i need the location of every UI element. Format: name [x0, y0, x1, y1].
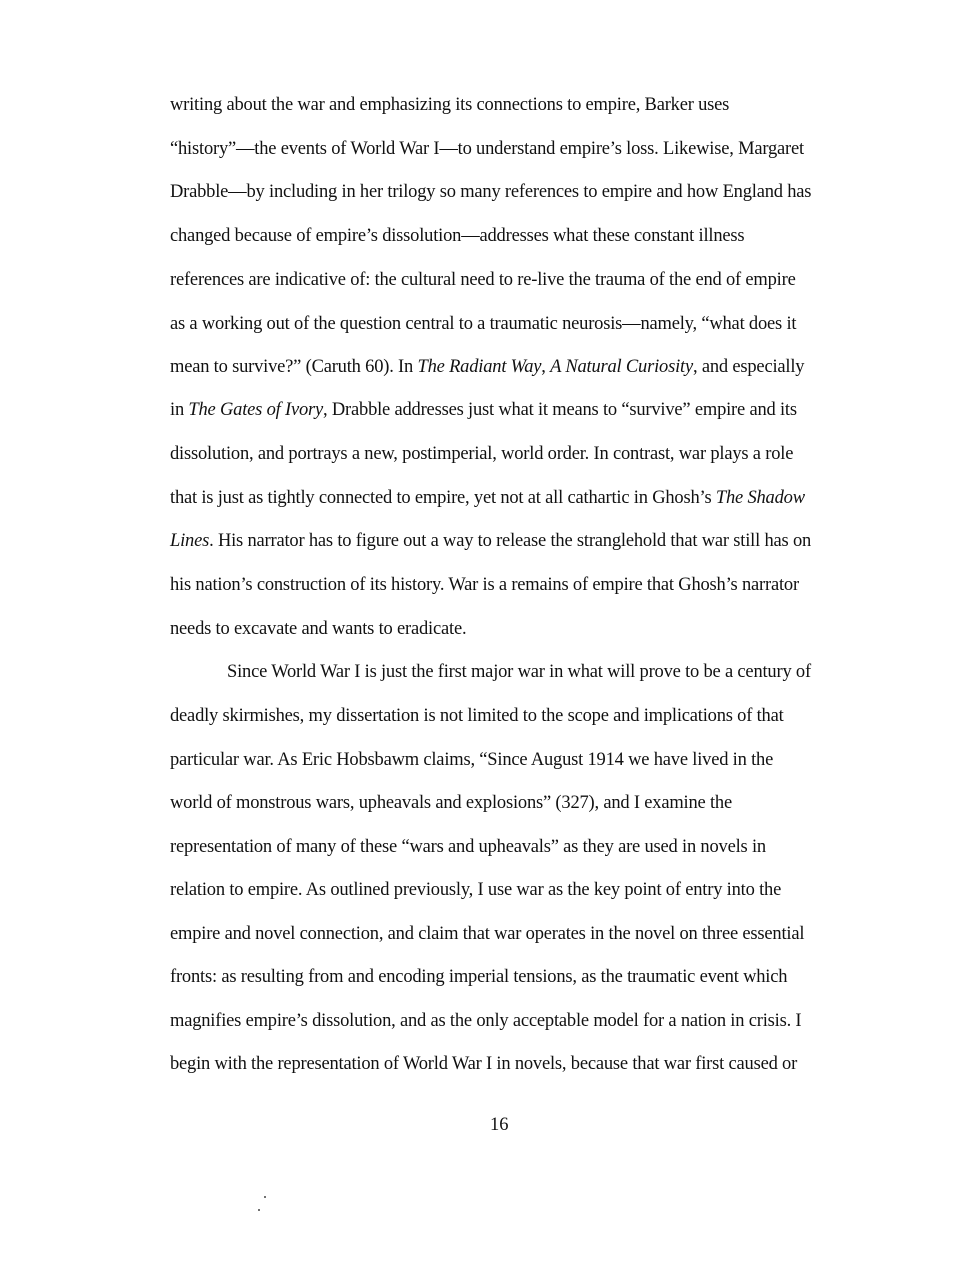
- text-line: [170, 137, 804, 161]
- text-segment: fronts: as resulting from and encoding imperial tensions, as the traumatic event which: [170, 967, 788, 987]
- text-line: [170, 398, 797, 422]
- text-segment: in: [170, 400, 189, 420]
- text-segment: relation to empire. As outlined previously, I use war as the key point of entry into the: [170, 880, 782, 900]
- text-line: [170, 93, 729, 117]
- text-segment: needs to excavate and wants to eradicate.: [170, 619, 467, 639]
- text-line: [170, 529, 811, 553]
- text-line: [170, 486, 805, 510]
- text-line: [170, 965, 787, 989]
- text-line: [170, 617, 466, 641]
- page-number: 16: [490, 1115, 509, 1135]
- text-segment: his nation’s construction of its history. War is a remains of empire that Ghosh’s narrator: [170, 575, 799, 595]
- text-line: [170, 835, 766, 859]
- italic-title: The Radiant Way: [417, 357, 542, 377]
- text-line: [170, 1009, 801, 1033]
- text-line: [170, 442, 793, 466]
- text-line: [170, 1052, 797, 1076]
- text-line: [170, 748, 773, 772]
- text-segment: writing about the war and emphasizing its connections to empire, Barker uses: [170, 95, 730, 115]
- scan-speck: [258, 1209, 260, 1211]
- text-line: [170, 878, 781, 902]
- text-line: [170, 922, 804, 946]
- text-line: [170, 224, 744, 248]
- text-segment: begin with the representation of World War I in novels, because that war first caused or: [170, 1054, 798, 1074]
- text-segment: particular war. As Eric Hobsbawm claims, “Since August 1914 we have lived in the: [170, 750, 774, 770]
- text-line: [170, 704, 784, 728]
- text-segment: references are indicative of: the cultural need to re-live the trauma of the end of empire: [170, 270, 796, 290]
- scan-speck: [264, 1196, 266, 1198]
- text-segment: ,: [541, 357, 551, 377]
- text-segment: mean to survive?” (Caruth 60). In: [170, 357, 418, 377]
- italic-title: The Shadow: [715, 488, 805, 508]
- italic-title: The Gates of Ivory: [188, 400, 324, 420]
- text-segment: empire and novel connection, and claim that war operates in the novel on three essential: [170, 924, 805, 944]
- text-segment: Since World War I is just the first major war in what will prove to be a century of: [227, 662, 811, 682]
- text-segment: Drabble—by including in her trilogy so many references to empire and how England has: [170, 182, 812, 202]
- text-segment: representation of many of these “wars and upheavals” as they are used in novels in: [170, 837, 766, 857]
- text-segment: “history”—the events of World War I—to understand empire’s loss. Likewise, Margaret: [170, 139, 804, 159]
- text-line: [170, 791, 732, 815]
- text-line: [227, 660, 811, 684]
- text-segment: world of monstrous wars, upheavals and explosions” (327), and I examine the: [170, 793, 732, 813]
- text-segment: as a working out of the question central to a traumatic neurosis—namely, “what does it: [170, 314, 797, 334]
- text-segment: . His narrator has to figure out a way to release the stranglehold that war still has on: [209, 531, 812, 551]
- italic-title: A Natural Curiosity: [550, 357, 693, 377]
- text-segment: deadly skirmishes, my dissertation is not limited to the scope and implications of that: [170, 706, 784, 726]
- text-line: [170, 355, 804, 379]
- text-line: [170, 312, 796, 336]
- text-segment: magnifies empire’s dissolution, and as the only acceptable model for a nation in crisis. I: [170, 1011, 802, 1031]
- text-segment: that is just as tightly connected to empire, yet not at all cathartic in Ghosh’s: [170, 488, 716, 508]
- text-line: [170, 573, 799, 597]
- text-line: [170, 180, 811, 204]
- text-segment: , and especially: [692, 357, 805, 377]
- text-segment: dissolution, and portrays a new, postimperial, world order. In contrast, war plays a role: [170, 444, 794, 464]
- text-segment: , Drabble addresses just what it means to “survive” empire and its: [323, 400, 797, 420]
- italic-title: Lines: [170, 531, 210, 551]
- text-segment: changed because of empire’s dissolution—addresses what these constant illness: [170, 226, 745, 246]
- text-line: [170, 268, 796, 292]
